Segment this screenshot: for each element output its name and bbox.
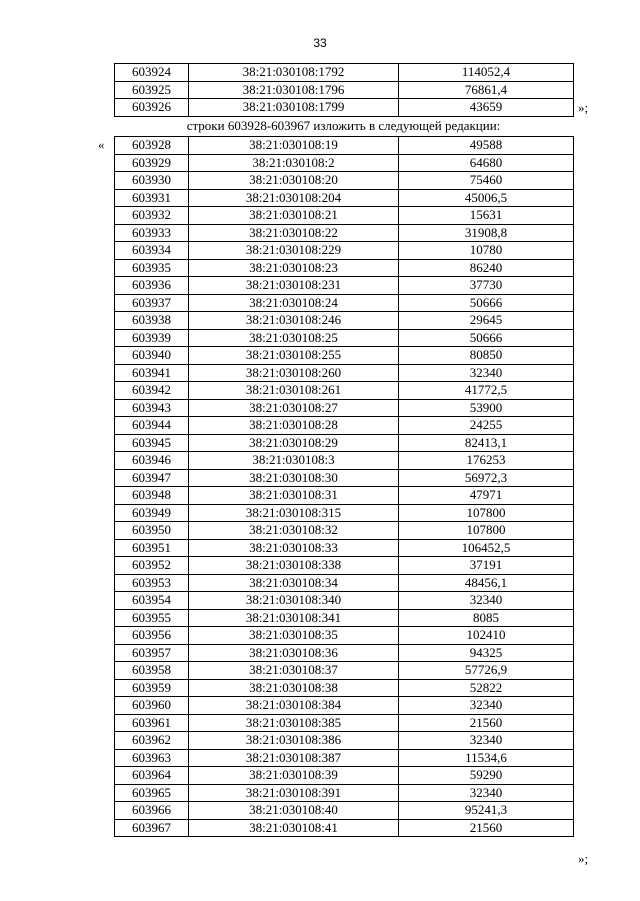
table-row (115, 224, 574, 242)
table-row (115, 697, 574, 715)
page-number: 33 (313, 36, 327, 50)
cadastral-number-cell: 38:21:030108:25 (189, 329, 399, 347)
row-number-cell: 603944 (115, 417, 189, 435)
row-number-cell: 603955 (115, 609, 189, 627)
table-row (115, 767, 574, 785)
cadastral-number-cell: 38:21:030108:1792 (189, 64, 399, 82)
cadastral-number-cell: 38:21:030108:204 (189, 189, 399, 207)
cadastral-number-cell: 38:21:030108:338 (189, 557, 399, 575)
cadastral-number-cell: 38:21:030108:3 (189, 452, 399, 470)
row-number-cell: 603962 (115, 732, 189, 750)
row-number-cell: 603959 (115, 679, 189, 697)
cadastral-number-cell: 38:21:030108:229 (189, 242, 399, 260)
table-row (115, 539, 574, 557)
value-cell: 95241,3 (399, 802, 574, 820)
table-row (115, 592, 574, 610)
cadastral-number-cell: 38:21:030108:31 (189, 487, 399, 505)
row-number-cell: 603957 (115, 644, 189, 662)
cadastral-number-cell: 38:21:030108:385 (189, 714, 399, 732)
cadastral-number-cell: 38:21:030108:32 (189, 522, 399, 540)
table-row (115, 347, 574, 365)
row-number-cell: 603932 (115, 207, 189, 225)
row-number-cell: 603925 (115, 81, 189, 99)
top-table-closing-mark: »; (578, 100, 589, 115)
table-row (115, 732, 574, 750)
row-number-cell: 603935 (115, 259, 189, 277)
table-row (115, 81, 574, 99)
value-cell: 10780 (399, 242, 574, 260)
cadastral-number-cell: 38:21:030108:384 (189, 697, 399, 715)
table-row (115, 207, 574, 225)
cadastral-number-cell: 38:21:030108:2 (189, 154, 399, 172)
cadastral-number-cell: 38:21:030108:27 (189, 399, 399, 417)
value-cell: 11534,6 (399, 749, 574, 767)
row-number-cell: 603945 (115, 434, 189, 452)
top-table (114, 63, 574, 117)
cadastral-number-cell: 38:21:030108:246 (189, 312, 399, 330)
value-cell: 52822 (399, 679, 574, 697)
row-number-cell: 603937 (115, 294, 189, 312)
row-number-cell: 603963 (115, 749, 189, 767)
value-cell: 114052,4 (399, 64, 574, 82)
table-row (115, 99, 574, 117)
row-number-cell: 603946 (115, 452, 189, 470)
table-row (115, 137, 574, 155)
value-cell: 86240 (399, 259, 574, 277)
table-row (115, 399, 574, 417)
value-cell: 45006,5 (399, 189, 574, 207)
cadastral-number-cell: 38:21:030108:28 (189, 417, 399, 435)
value-cell: 43659 (399, 99, 574, 117)
table-row (115, 679, 574, 697)
table-row (115, 819, 574, 837)
row-number-cell: 603939 (115, 329, 189, 347)
cadastral-number-cell: 38:21:030108:41 (189, 819, 399, 837)
main-table (114, 136, 574, 837)
row-number-cell: 603930 (115, 172, 189, 190)
value-cell: 21560 (399, 714, 574, 732)
row-number-cell: 603936 (115, 277, 189, 295)
row-number-cell: 603953 (115, 574, 189, 592)
top-table-body (115, 64, 574, 117)
table-row (115, 487, 574, 505)
row-number-cell: 603947 (115, 469, 189, 487)
cadastral-number-cell: 38:21:030108:23 (189, 259, 399, 277)
row-number-cell: 603956 (115, 627, 189, 645)
row-number-cell: 603943 (115, 399, 189, 417)
value-cell: 37730 (399, 277, 574, 295)
table-row (115, 714, 574, 732)
value-cell: 32340 (399, 697, 574, 715)
value-cell: 76861,4 (399, 81, 574, 99)
value-cell: 50666 (399, 294, 574, 312)
cadastral-number-cell: 38:21:030108:22 (189, 224, 399, 242)
table-row (115, 784, 574, 802)
value-cell: 32340 (399, 732, 574, 750)
value-cell: 15631 (399, 207, 574, 225)
row-number-cell: 603964 (115, 767, 189, 785)
row-number-cell: 603954 (115, 592, 189, 610)
amendment-instruction: строки 603928-603967 изложить в следующей редакции: (186, 118, 501, 133)
table-row (115, 504, 574, 522)
value-cell: 24255 (399, 417, 574, 435)
row-number-cell: 603941 (115, 364, 189, 382)
value-cell: 48456,1 (399, 574, 574, 592)
table-row (115, 557, 574, 575)
row-number-cell: 603942 (115, 382, 189, 400)
value-cell: 21560 (399, 819, 574, 837)
cadastral-number-cell: 38:21:030108:40 (189, 802, 399, 820)
table-row (115, 277, 574, 295)
row-number-cell: 603958 (115, 662, 189, 680)
row-number-cell: 603965 (115, 784, 189, 802)
value-cell: 32340 (399, 364, 574, 382)
row-number-cell: 603950 (115, 522, 189, 540)
row-number-cell: 603940 (115, 347, 189, 365)
table-row (115, 329, 574, 347)
main-table-closing-mark: »; (578, 851, 589, 866)
row-number-cell: 603966 (115, 802, 189, 820)
value-cell: 107800 (399, 504, 574, 522)
value-cell: 107800 (399, 522, 574, 540)
table-row (115, 64, 574, 82)
value-cell: 32340 (399, 592, 574, 610)
table-row (115, 522, 574, 540)
row-number-cell: 603967 (115, 819, 189, 837)
table-row (115, 434, 574, 452)
value-cell: 59290 (399, 767, 574, 785)
cadastral-number-cell: 38:21:030108:340 (189, 592, 399, 610)
row-number-cell: 603949 (115, 504, 189, 522)
value-cell: 106452,5 (399, 539, 574, 557)
row-number-cell: 603928 (115, 137, 189, 155)
value-cell: 94325 (399, 644, 574, 662)
value-cell: 75460 (399, 172, 574, 190)
cadastral-number-cell: 38:21:030108:315 (189, 504, 399, 522)
value-cell: 64680 (399, 154, 574, 172)
value-cell: 49588 (399, 137, 574, 155)
cadastral-number-cell: 38:21:030108:24 (189, 294, 399, 312)
table-row (115, 189, 574, 207)
table-row (115, 802, 574, 820)
row-number-cell: 603960 (115, 697, 189, 715)
table-row (115, 749, 574, 767)
table-row (115, 259, 574, 277)
value-cell: 80850 (399, 347, 574, 365)
table-row (115, 417, 574, 435)
row-number-cell: 603934 (115, 242, 189, 260)
cadastral-number-cell: 38:21:030108:20 (189, 172, 399, 190)
row-number-cell: 603952 (115, 557, 189, 575)
cadastral-number-cell: 38:21:030108:341 (189, 609, 399, 627)
cadastral-number-cell: 38:21:030108:255 (189, 347, 399, 365)
cadastral-number-cell: 38:21:030108:39 (189, 767, 399, 785)
row-number-cell: 603933 (115, 224, 189, 242)
value-cell: 8085 (399, 609, 574, 627)
value-cell: 82413,1 (399, 434, 574, 452)
cadastral-number-cell: 38:21:030108:1796 (189, 81, 399, 99)
row-number-cell: 603931 (115, 189, 189, 207)
cadastral-number-cell: 38:21:030108:261 (189, 382, 399, 400)
main-table-body (115, 137, 574, 837)
value-cell: 31908,8 (399, 224, 574, 242)
cadastral-number-cell: 38:21:030108:1799 (189, 99, 399, 117)
value-cell: 56972,3 (399, 469, 574, 487)
table-row (115, 574, 574, 592)
table-row (115, 382, 574, 400)
table-row (115, 154, 574, 172)
cadastral-number-cell: 38:21:030108:36 (189, 644, 399, 662)
table-row (115, 627, 574, 645)
cadastral-number-cell: 38:21:030108:387 (189, 749, 399, 767)
cadastral-number-cell: 38:21:030108:29 (189, 434, 399, 452)
cadastral-number-cell: 38:21:030108:386 (189, 732, 399, 750)
value-cell: 29645 (399, 312, 574, 330)
cadastral-number-cell: 38:21:030108:37 (189, 662, 399, 680)
table-row (115, 469, 574, 487)
cadastral-number-cell: 38:21:030108:30 (189, 469, 399, 487)
cadastral-number-cell: 38:21:030108:19 (189, 137, 399, 155)
row-number-cell: 603924 (115, 64, 189, 82)
cadastral-number-cell: 38:21:030108:391 (189, 784, 399, 802)
value-cell: 41772,5 (399, 382, 574, 400)
value-cell: 57726,9 (399, 662, 574, 680)
value-cell: 32340 (399, 784, 574, 802)
table-row (115, 312, 574, 330)
value-cell: 50666 (399, 329, 574, 347)
table-row (115, 242, 574, 260)
row-number-cell: 603961 (115, 714, 189, 732)
value-cell: 176253 (399, 452, 574, 470)
row-number-cell: 603929 (115, 154, 189, 172)
row-number-cell: 603926 (115, 99, 189, 117)
row-number-cell: 603948 (115, 487, 189, 505)
value-cell: 102410 (399, 627, 574, 645)
table-row (115, 172, 574, 190)
table-row (115, 294, 574, 312)
row-number-cell: 603951 (115, 539, 189, 557)
value-cell: 53900 (399, 399, 574, 417)
table-row (115, 452, 574, 470)
cadastral-number-cell: 38:21:030108:35 (189, 627, 399, 645)
table-row (115, 662, 574, 680)
cadastral-number-cell: 38:21:030108:38 (189, 679, 399, 697)
cadastral-number-cell: 38:21:030108:260 (189, 364, 399, 382)
table-row (115, 644, 574, 662)
table-row (115, 364, 574, 382)
row-number-cell: 603938 (115, 312, 189, 330)
table-row (115, 609, 574, 627)
cadastral-number-cell: 38:21:030108:231 (189, 277, 399, 295)
value-cell: 47971 (399, 487, 574, 505)
cadastral-number-cell: 38:21:030108:33 (189, 539, 399, 557)
cadastral-number-cell: 38:21:030108:34 (189, 574, 399, 592)
main-table-opening-mark: « (98, 137, 105, 152)
value-cell: 37191 (399, 557, 574, 575)
cadastral-number-cell: 38:21:030108:21 (189, 207, 399, 225)
